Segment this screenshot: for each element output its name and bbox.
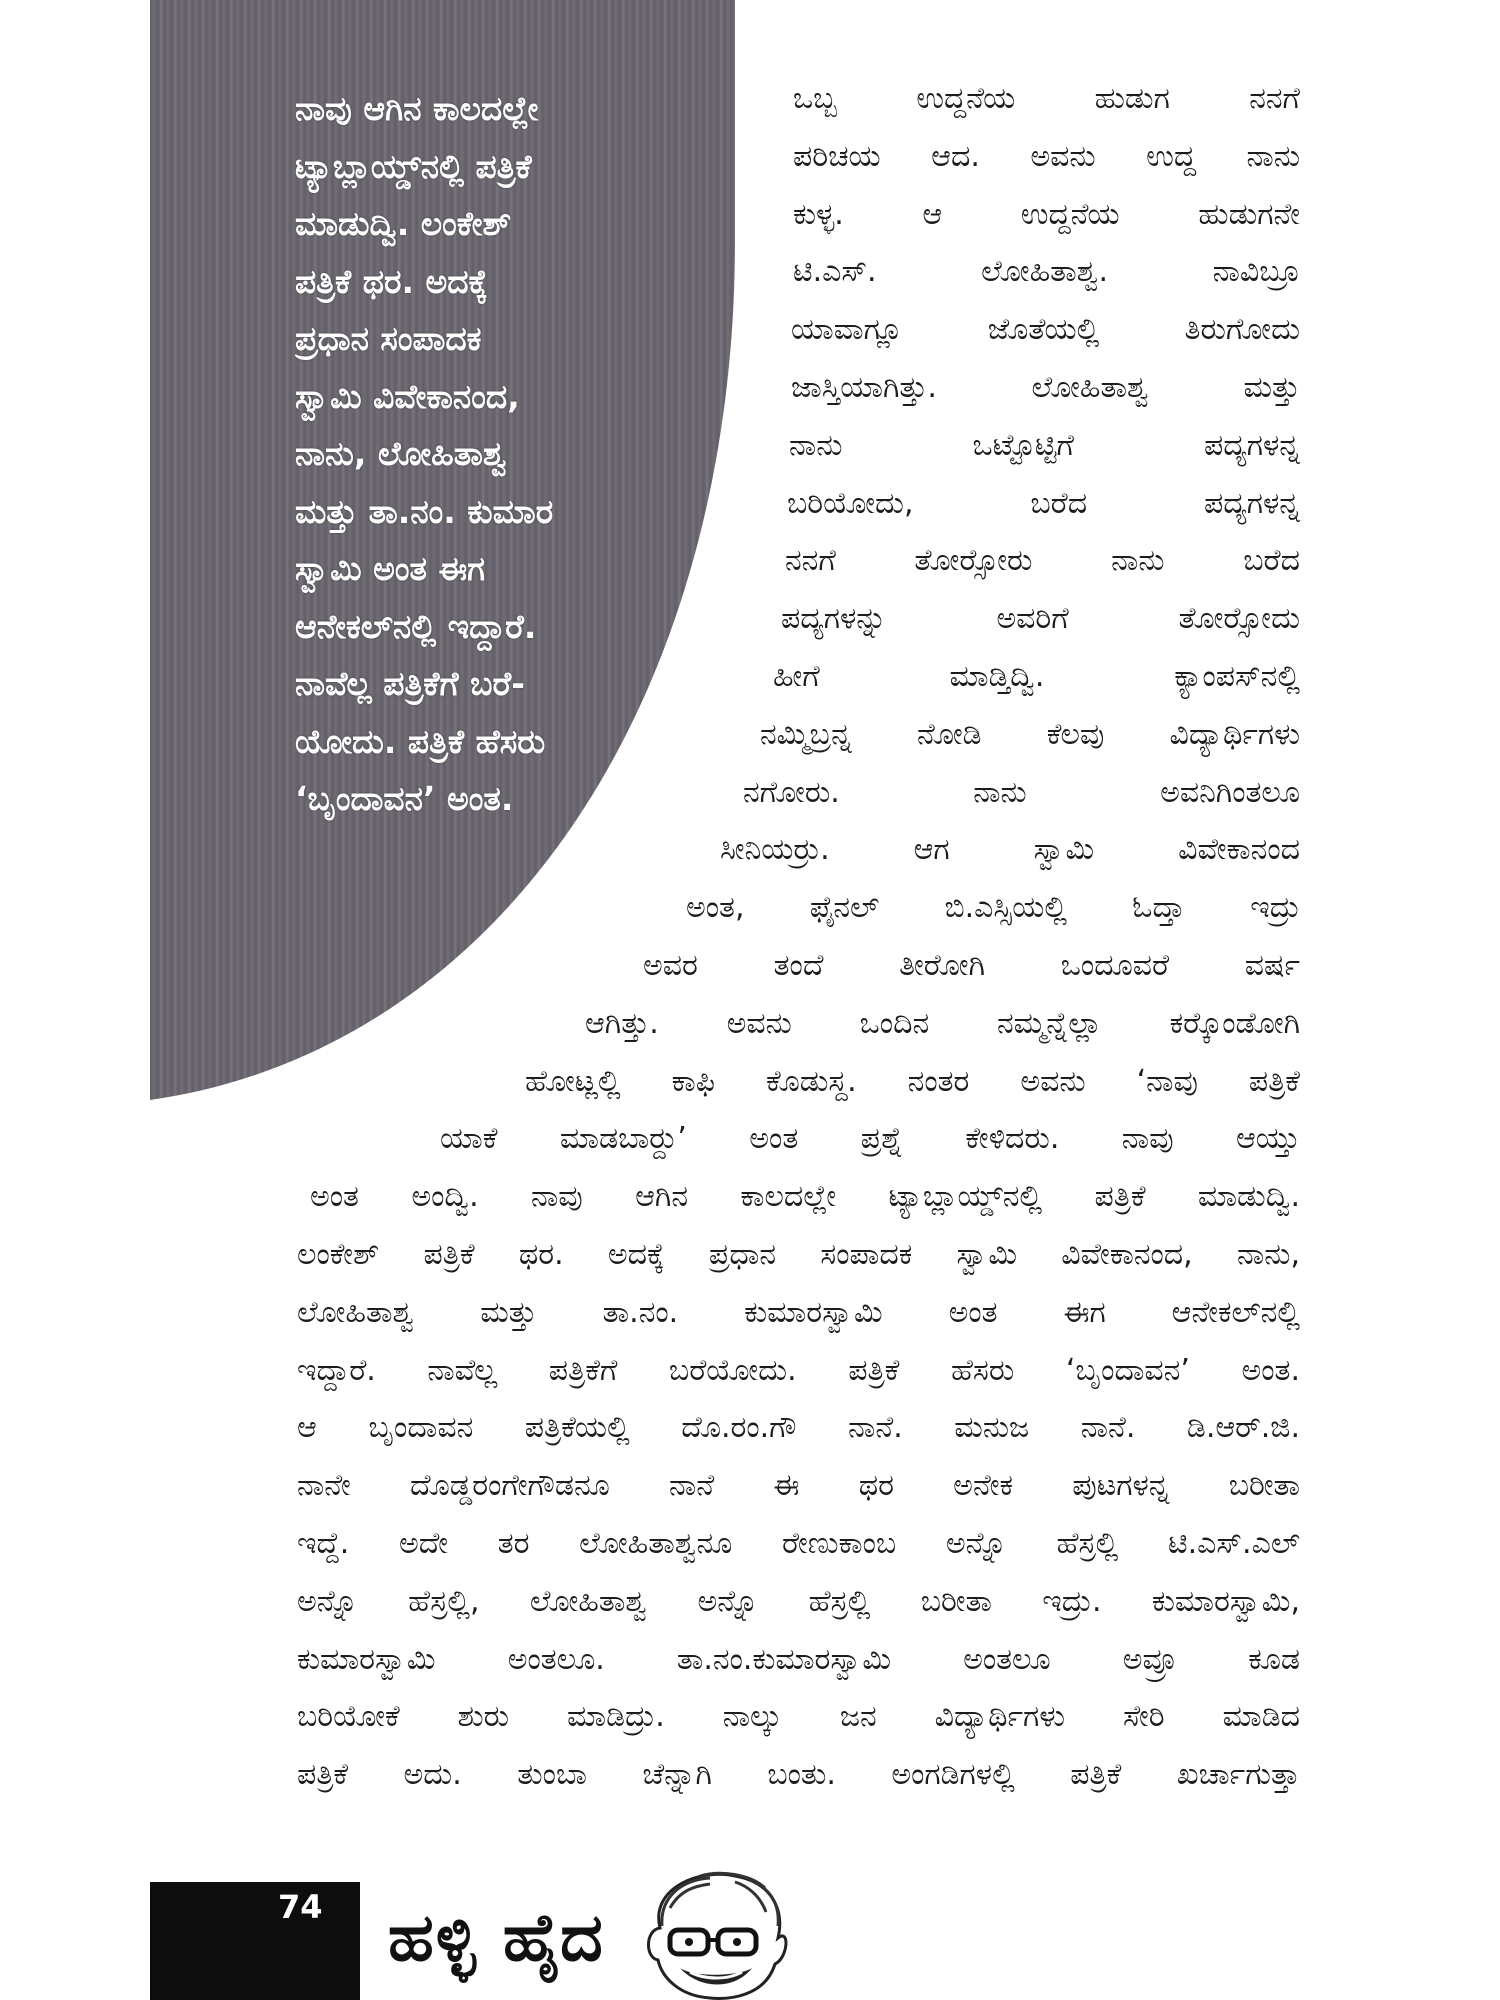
body-line: ಪರಿಚಯ ಆದ. ಅವನು ಉದ್ದ ನಾನು xyxy=(793,138,1300,174)
pull-quote-line: ಸ್ವಾಮಿ ವಿವೇಕಾನಂದ, xyxy=(295,376,520,416)
body-line: ಪತ್ರಿಕೆ ಅದು. ತುಂಬಾ ಚೆನ್ನಾಗಿ ಬಂತು. ಅಂಗಡಿಗಳಲ್ಲಿ ಪತ್ರಿಕೆ ಖರ್ಚಾಗುತ್ತಾ xyxy=(297,1757,1300,1793)
body-line: ಕುಮಾರಸ್ವಾಮಿ ಅಂತಲೂ. ತಾ.ನಂ.ಕುಮಾರಸ್ವಾಮಿ ಅಂತಲೂ ಅವ್ರೂ ಕೂಡ xyxy=(297,1641,1300,1677)
body-line: ಅನ್ನೊ ಹೆಸ್ರಲ್ಲಿ, ಲೋಹಿತಾಶ್ವ ಅನ್ನೊ ಹೆಸ್ರಲ್ಲಿ ಬರೀತಾ ಇದ್ರು. ಕುಮಾರಸ್ವಾಮಿ, xyxy=(297,1583,1300,1619)
pull-quote-line: ನಾವು ಆಗಿನ ಕಾಲದಲ್ಲೇ xyxy=(295,89,539,128)
pull-quote-line: ಟ್ಯಾಬ್ಲಾಯ್ಡ್‌ನಲ್ಲಿ ಪತ್ರಿಕೆ xyxy=(295,146,532,186)
body-line: ನಾನು ಒಟ್ಟೊಟ್ಟಿಗೆ ಪದ್ಯಗಳನ್ನ xyxy=(789,427,1300,463)
pull-quote-line: ಪ್ರಧಾನ ಸಂಪಾದಕ xyxy=(295,319,482,358)
body-line: ಹೀಗೆ ಮಾಡ್ತಿದ್ವಿ. ಕ್ಯಾಂಪಸ್‌ನಲ್ಲಿ xyxy=(773,658,1300,694)
body-line: ಅವರ ತಂದೆ ತೀರೋಗಿ ಒಂದೂವರೆ ವರ್ಷ xyxy=(643,947,1300,983)
body-line: ಇದ್ದೆ. ಅದೇ ತರ ಲೋಹಿತಾಶ್ವನೂ ರೇಣುಕಾಂಬ ಅನ್ನೊ ಹೆಸ್ರಲ್ಲಿ ಟಿ.ಎಸ್.ಎಲ್ xyxy=(297,1525,1300,1561)
page-number: 74 xyxy=(278,1888,323,1926)
body-line: ಯಾಕೆ ಮಾಡಬಾರ್‍ದು’ ಅಂತ ಪ್ರಶ್ನೆ ಕೇಳಿದರು. ನಾವು ಆಯ್ತು xyxy=(440,1121,1300,1157)
body-line: ನಾನೇ ದೊಡ್ಡರಂಗೇಗೌಡನೂ ನಾನೆ ಈ ಥರ ಅನೇಕ ಪುಟಗಳನ್ನ ಬರೀತಾ xyxy=(297,1468,1300,1504)
body-line: ನಗೋರು. ನಾನು ಅವನಿಗಿಂತಲೂ xyxy=(743,774,1300,810)
body-line: ಕುಳ್ಳ. ಆ ಉದ್ದನೆಯ ಹುಡುಗನೇ xyxy=(793,196,1300,232)
caricature-icon xyxy=(640,1868,790,2000)
footer-bar xyxy=(150,1882,360,2000)
pull-quote-line: ನಾನು, ಲೋಹಿತಾಶ್ವ xyxy=(295,434,507,473)
pull-quote-line: ‘ಬೃಂದಾವನ’ ಅಂತ. xyxy=(295,779,514,818)
body-line: ಬರಿಯೋಕೆ ಶುರು ಮಾಡಿದ್ರು. ನಾಲ್ಕು ಜನ ವಿದ್ಯಾರ್ಥಿಗಳು ಸೇರಿ ಮಾಡಿದ xyxy=(297,1699,1300,1735)
pull-quote-line: ನಾವೆಲ್ಲ ಪತ್ರಿಕೆಗೆ ಬರೆ- xyxy=(295,664,525,703)
body-line: ಅಂತ, ಫೈನಲ್ ಬಿ.ಎಸ್ಸಿಯಲ್ಲಿ ಓದ್ತಾ ಇದ್ರು xyxy=(686,890,1300,926)
body-line: ಲೋಹಿತಾಶ್ವ ಮತ್ತು ತಾ.ನಂ. ಕುಮಾರಸ್ವಾಮಿ ಅಂತ ಈಗ ಆನೇಕಲ್‌ನಲ್ಲಿ xyxy=(297,1294,1300,1330)
body-line: ಹೋಟ್ಲಲ್ಲಿ ಕಾಫಿ ಕೊಡುಸ್ದ. ನಂತರ ಅವನು ‘ನಾವು ಪತ್ರಿಕೆ xyxy=(525,1063,1300,1099)
body-line: ಆಗಿತ್ತು. ಅವನು ಒಂದಿನ ನಮ್ಮನ್ನೆಲ್ಲಾ ಕರ್‍ಕೊಂಡೋಗಿ xyxy=(585,1005,1300,1041)
body-line: ಸೀನಿಯರ್‍ರು. ಆಗ ಸ್ವಾಮಿ ವಿವೇಕಾನಂದ xyxy=(720,832,1300,868)
pull-quote-line: ಯೋದು. ಪತ್ರಿಕೆ ಹೆಸರು xyxy=(295,721,546,761)
body-line: ಯಾವಾಗ್ಲೂ ಜೊತೆಯಲ್ಲಿ ತಿರುಗೋದು xyxy=(791,312,1300,348)
pull-quote-line: ಆನೇಕಲ್‌ನಲ್ಲಿ ಇದ್ದಾರೆ. xyxy=(295,606,537,646)
body-line: ಟಿ.ಎಸ್. ಲೋಹಿತಾಶ್ವ. ನಾವಿಬ್ರೂ xyxy=(793,254,1300,290)
magazine-logo: ಹಳ್ಳಿ ಹೈದ xyxy=(388,1898,605,1976)
body-line: ಬರಿಯೋದು, ಬರೆದ ಪದ್ಯಗಳನ್ನ xyxy=(787,485,1300,521)
body-text xyxy=(0,70,1500,1804)
body-line: ಪದ್ಯಗಳನ್ನು ಅವರಿಗೆ ತೋರ್‍ಸೋದು xyxy=(781,601,1300,637)
pull-quote-line: ಪತ್ರಿಕೆ ಥರ. ಅದಕ್ಕೆ xyxy=(295,261,488,301)
body-line: ಆ ಬೃಂದಾವನ ಪತ್ರಿಕೆಯಲ್ಲಿ ದೊ.ರಂ.ಗೌ ನಾನೆ. ಮನುಜ ನಾನೆ. ಡಿ.ಆರ್.ಜಿ. xyxy=(297,1410,1300,1446)
body-line: ನನಗೆ ತೋರ್‍ಸೋರು ನಾನು ಬರೆದ xyxy=(785,543,1300,579)
pull-quote-line: ಮತ್ತು ತಾ.ನಂ. ಕುಮಾರ xyxy=(295,491,554,531)
body-line: ಜಾಸ್ತಿಯಾಗಿತ್ತು. ಲೋಹಿತಾಶ್ವ ಮತ್ತು xyxy=(791,369,1300,405)
body-line: ಒಬ್ಬ ಉದ್ದನೆಯ ಹುಡುಗ ನನಗೆ xyxy=(793,81,1300,116)
pull-quote-line: ಸ್ವಾಮಿ ಅಂತ ಈಗ xyxy=(295,549,485,588)
body-line: ಅಂತ ಅಂದ್ವಿ. ನಾವು ಆಗಿನ ಕಾಲದಲ್ಲೇ ಟ್ಯಾಬ್ಲಾಯ್ಡ್‌ನಲ್ಲಿ ಪತ್ರಿಕೆ ಮಾಡುದ್ವಿ. xyxy=(310,1179,1300,1215)
body-line: ಲಂಕೇಶ್ ಪತ್ರಿಕೆ ಥರ. ಅದಕ್ಕೆ ಪ್ರಧಾನ ಸಂಪಾದಕ ಸ್ವಾಮಿ ವಿವೇಕಾನಂದ, ನಾನು, xyxy=(297,1236,1300,1272)
body-line: ಇದ್ದಾರೆ. ನಾವೆಲ್ಲ ಪತ್ರಿಕೆಗೆ ಬರೆಯೋದು. ಪತ್ರಿಕೆ ಹೆಸರು ‘ಬೃಂದಾವನ’ ಅಂತ. xyxy=(297,1352,1300,1388)
body-line: ನಮ್ಮಿಬ್ರನ್ನ ನೋಡಿ ಕೆಲವು ವಿದ್ಯಾರ್ಥಿಗಳು xyxy=(760,716,1300,752)
pull-quote-line: ಮಾಡುದ್ವಿ. ಲಂಕೇಶ್ xyxy=(295,204,512,243)
